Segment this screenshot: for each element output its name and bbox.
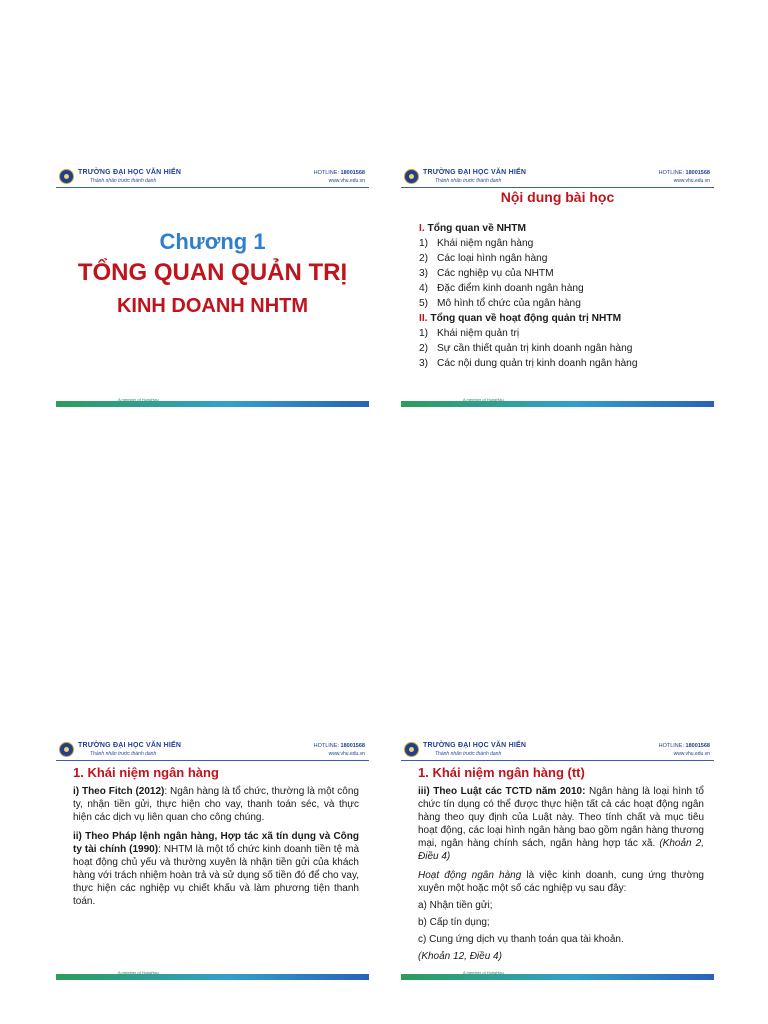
university-logo-icon (404, 169, 419, 184)
activity-item-a: a) Nhận tiền gửi; (418, 900, 493, 911)
toc-item-number: 3) (419, 358, 429, 369)
chapter-title-line1: TỔNG QUAN QUẢN TRỊ (77, 259, 348, 286)
activity-item-b: b) Cấp tín dụng; (418, 917, 490, 928)
footer-tag: A member of HungHau (463, 970, 504, 975)
toc-section-2 (419, 311, 709, 326)
university-name: TRƯỜNG ĐẠI HỌC VĂN HIẾN (423, 169, 527, 176)
slide-header (401, 167, 714, 189)
definition-law-2010 (418, 785, 704, 863)
section-label: Tổng quan về hoạt động quản trị NHTM (430, 313, 622, 324)
toc-item-number: 1) (419, 328, 429, 339)
definition-text: Ngân hàng là loại hình tổ chức tín dụng có thể được thực hiện tất cả các hoạt động ngân hàng theo quy định của Luật này. Theo tính chất và mục tiêu hoạt động, các loại hình ngân hàng bao gồm ngân hàng thương mại, ngân hàng chính sách, ngân hàng hợp tác xã. (418, 786, 704, 849)
slide-title: Nội dung bài học (500, 189, 615, 205)
slide-heading: 1. Khái niệm ngân hàng (tt) (418, 765, 585, 780)
toc-item (419, 341, 709, 356)
slide-footer (56, 397, 369, 407)
footer-bar (56, 401, 369, 407)
hotline-label: HOTLINE: (658, 743, 684, 749)
website: www.vhu.edu.vn (328, 751, 365, 757)
definition-source: iii) Theo Luật các TCTD năm 2010: (418, 786, 586, 797)
toc-item (419, 266, 709, 281)
slide-header (56, 740, 369, 762)
header-divider (56, 187, 369, 188)
toc-item (419, 326, 709, 341)
definition-text: : NHTM là một tổ chức kinh doanh tiền tệ mà hoạt động chủ yếu và thường xuyên là nhận tiền gửi của khách hàng với trách nhiệm hoàn trả và sử dụng số tiền đó để cho vay, thực hiện các nghiệp vụ chiết khấu và làm phương tiện thanh toán. (73, 844, 360, 907)
toc-item (419, 296, 709, 311)
definition-fitch (73, 785, 359, 824)
chapter-title-line2: KINH DOANH NHTM (116, 295, 309, 317)
hotline (659, 170, 710, 176)
university-slogan: Thành nhân trước thành danh (90, 751, 157, 757)
section-numeral: I. (419, 223, 425, 234)
term-definition: là việc kinh doanh, cung ứng thường xuyên một hoặc một số các nghiệp vụ sau đây: (418, 870, 704, 894)
hotline-number: 18001568 (685, 743, 710, 749)
university-slogan: Thành nhân trước thành danh (90, 178, 157, 184)
toc-item (419, 281, 709, 296)
hotline-number: 18001568 (340, 743, 365, 749)
hotline (314, 743, 365, 749)
slide-table-of-contents (401, 167, 714, 407)
toc-item-number: 4) (419, 283, 429, 294)
website: www.vhu.edu.vn (673, 178, 710, 184)
footer-bar (401, 974, 714, 980)
toc-item-number: 3) (419, 268, 429, 279)
slide-body (418, 785, 704, 967)
toc-item-text: Khái niệm quản trị (437, 328, 520, 339)
header-divider (56, 760, 369, 761)
hotline-number: 18001568 (340, 170, 365, 176)
toc-list (419, 221, 709, 371)
definition-source: ii) Theo Pháp lệnh ngân hàng, Hợp tác xã tín dụng và Công ty tài chính (1990) (73, 831, 359, 855)
slide-chapter-title (56, 167, 369, 407)
definition-ordinance-1990 (73, 830, 359, 908)
hotline (659, 743, 710, 749)
slide-bank-definition (56, 740, 369, 980)
section-label: Tổng quan về NHTM (427, 223, 526, 234)
toc-item (419, 356, 709, 371)
definition-source: i) Theo Fitch (2012) (73, 786, 165, 797)
toc-item-number: 2) (419, 253, 429, 264)
university-logo-icon (404, 742, 419, 757)
website: www.vhu.edu.vn (328, 178, 365, 184)
slide-footer (401, 970, 714, 980)
toc-item-text: Các nghiệp vụ của NHTM (437, 268, 554, 279)
slide-body (73, 785, 359, 914)
footer-tag: A member of HungHau (118, 970, 159, 975)
chapter-number: Chương 1 (159, 229, 266, 254)
footer-bar (56, 974, 369, 980)
slide-header (401, 740, 714, 762)
footer-bar (401, 401, 714, 407)
definition-text: : Ngân hàng là tổ chức, thường là một công ty, nhận tiền gửi, thực hiện cho vay, thanh toán séc, và thực hiện các dịch vụ liên quan cho công chúng. (73, 786, 359, 823)
slide-bank-definition-continued (401, 740, 714, 980)
slide-footer (401, 397, 714, 407)
slide-footer (56, 970, 369, 980)
university-logo-icon (59, 742, 74, 757)
hotline-label: HOTLINE: (313, 743, 339, 749)
hotline (314, 170, 365, 176)
header-divider (401, 187, 714, 188)
header-divider (401, 760, 714, 761)
toc-item-text: Các nội dung quản trị kinh doanh ngân hàng (437, 358, 638, 369)
slide-heading: 1. Khái niệm ngân hàng (73, 765, 219, 780)
hotline-label: HOTLINE: (658, 170, 684, 176)
section-numeral: II. (419, 313, 428, 324)
toc-item (419, 251, 709, 266)
toc-item-text: Sự cần thiết quản trị kinh doanh ngân hàng (437, 343, 633, 354)
toc-item-number: 2) (419, 343, 429, 354)
university-name: TRƯỜNG ĐẠI HỌC VĂN HIẾN (78, 742, 182, 749)
activity-item-c: c) Cung ứng dịch vụ thanh toán qua tài khoản. (418, 934, 624, 945)
legal-reference: (Khoản 12, Điều 4) (418, 951, 502, 962)
university-name: TRƯỜNG ĐẠI HỌC VĂN HIẾN (78, 169, 182, 176)
university-slogan: Thành nhân trước thành danh (435, 751, 502, 757)
hotline-label: HOTLINE: (313, 170, 339, 176)
university-logo-icon (59, 169, 74, 184)
banking-activity-definition (418, 869, 704, 895)
website: www.vhu.edu.vn (673, 751, 710, 757)
legal-reference: (Khoản 2, Điều 4) (418, 838, 704, 862)
slide-header (56, 167, 369, 189)
university-slogan: Thành nhân trước thành danh (435, 178, 502, 184)
footer-tag: A member of HungHau (463, 397, 504, 402)
toc-item-number: 1) (419, 238, 429, 249)
toc-item-number: 5) (419, 298, 429, 309)
toc-item-text: Mô hình tổ chức của ngân hàng (437, 298, 581, 309)
footer-tag: A member of HungHau (118, 397, 159, 402)
term: Hoạt động ngân hàng (418, 870, 522, 881)
toc-item-text: Đặc điểm kinh doanh ngân hàng (437, 283, 584, 294)
toc-section-1 (419, 221, 709, 236)
university-name: TRƯỜNG ĐẠI HỌC VĂN HIẾN (423, 742, 527, 749)
toc-item (419, 236, 709, 251)
toc-item-text: Khái niệm ngân hàng (437, 238, 534, 249)
toc-item-text: Các loại hình ngân hàng (437, 253, 548, 264)
hotline-number: 18001568 (685, 170, 710, 176)
